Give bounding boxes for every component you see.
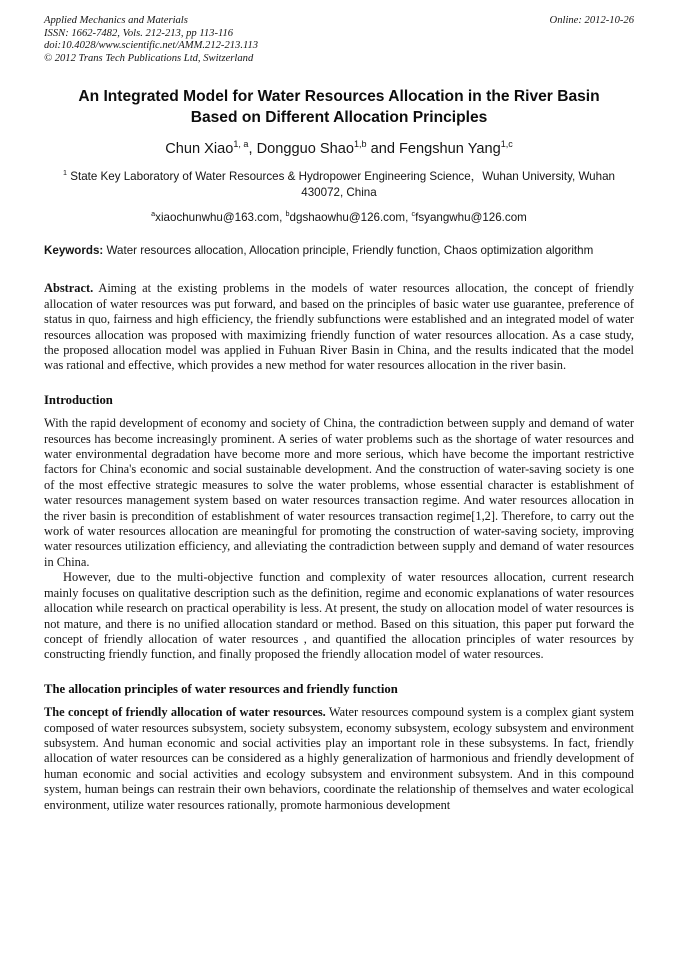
email-marker: c	[411, 209, 416, 219]
email-address: xiaochunwhu@163.com	[155, 211, 280, 225]
author-affiliation-marker: 1,c	[500, 139, 513, 150]
online-date: Online: 2012-10-26	[549, 15, 634, 26]
author-name: Fengshun Yang	[399, 141, 501, 158]
affiliation	[54, 169, 624, 201]
paper-title-line-1: An Integrated Model for Water Resources Allocation in the River Basin	[78, 88, 600, 106]
email-marker: a	[151, 209, 156, 219]
authors-line	[44, 140, 634, 159]
abstract-label: Abstract.	[44, 281, 94, 296]
keywords	[44, 243, 634, 258]
email-marker: b	[285, 209, 290, 219]
principles-lead: The concept of friendly allocation of water resources.	[44, 705, 326, 720]
introduction-paragraph-2: However, due to the multi-objective function and complexity of water resources allocation, current research mainly focuses on qualitative description such as the definition, regime and economic explanations of water resources allocation while research on practical operability is less. At present, the study on allocation model of water resources is not mature, and there is no unified allocation standard or method. Based on this situation, this paper put forward the concept of friendly allocation of water resources , and quantified the allocation principles of water resources by constructing friendly function, and finally proposed the friendly allocation model of water resources.	[44, 570, 634, 662]
author-separator: ,	[248, 141, 257, 158]
affiliation-marker: 1	[63, 168, 68, 178]
author-affiliation-marker: 1, a	[233, 139, 249, 150]
journal-copyright-line: © 2012 Trans Tech Publications Ltd, Switzerland	[44, 52, 254, 64]
principles-text: Water resources compound system is a complex giant system composed of water resources subsystem, society subsystem, economy subsystem, ecology subsystem and environment subsystem. And human economic and social activities play an important role in these subsystems. In fact, friendly allocation of water resources can be considered as a highly generalization of harmonious and friendly development of human economic and social activities and ecology subsystem and environment subsystem. And in this compound system, human beings can restrain their own behaviors, coordinate the relationship of themselves and water ecological environment, utilize water resources rationally, promote harmonious development	[44, 705, 634, 812]
journal-title: Applied Mechanics and Materials	[44, 15, 188, 26]
abstract-text: Aiming at the existing problems in the models of water resources allocation, the concept of friendly allocation of water resources was put forward, and based on the principles of basic water use guarantee, preference of status in quo, fairness and high efficiency, the friendly subfunctions were established and an integrated model of water resources allocation was proposed with maximizing friendly function of water resources allocation. As a case study, the proposed allocation model was applied in Fuhuan River Basin in China, and the results indicated that the model was rational and effective, which provides a new method for water resources allocation in the river basin.	[44, 281, 634, 373]
section-heading-principles: The allocation principles of water resources and friendly function	[44, 681, 398, 696]
email-separator: ,	[405, 211, 412, 225]
author-name: Chun Xiao	[165, 141, 234, 158]
email-address: dgshaowhu@126.com	[289, 211, 406, 225]
author-separator: and	[366, 141, 399, 158]
journal-issn-line: ISSN: 1662-7482, Vols. 212-213, pp 113-116	[44, 27, 234, 39]
introduction-paragraph-1: With the rapid development of economy and society of China, the contradiction between supply and demand of water resources has become increasingly prominent. A series of water problems such as the shortage of water resources and water environmental degradation have become more and more serious, which have become the important restrictive factors for China's economic and social sustainable development. And the construction of water-saving society is one of the most effective strategic measures to solve the water problems, whose essential character is establishment of water resources management system based on water resources transaction regime. And water resources allocation in the river basin is precondition of establishment of water resources transaction regime[1,2]. Therefore, to carry out the work of water resources allocation are meaningful for promoting the construction of water-saving society, improving water resources utilization efficiency, and alleviating the contradiction between supply and demand of water resources in China.	[44, 416, 634, 569]
journal-header	[44, 15, 634, 65]
journal-doi-line: doi:10.4028/www.scientific.net/AMM.212-213.113	[44, 40, 259, 52]
paper-title	[44, 86, 634, 128]
author-affiliation-marker: 1,b	[353, 139, 367, 150]
keywords-label: Keywords:	[44, 244, 104, 258]
emails-line	[44, 210, 634, 225]
affiliation-text: State Key Laboratory of Water Resources & Hydropower Engineering Science，Wuhan University, Wuhan 430072, China	[67, 170, 615, 200]
journal-meta	[44, 15, 258, 65]
author-name: Dongguo Shao	[256, 141, 354, 158]
section-heading-introduction: Introduction	[44, 392, 113, 407]
email-address: fsyangwhu@126.com	[415, 211, 527, 225]
keywords-text: Water resources allocation, Allocation principle, Friendly function, Chaos optimization algorithm	[106, 244, 594, 258]
email-separator: ,	[279, 211, 286, 225]
abstract	[44, 281, 634, 373]
principles-paragraph	[44, 705, 634, 813]
paper-title-line-2: Based on Different Allocation Principles	[190, 109, 488, 127]
